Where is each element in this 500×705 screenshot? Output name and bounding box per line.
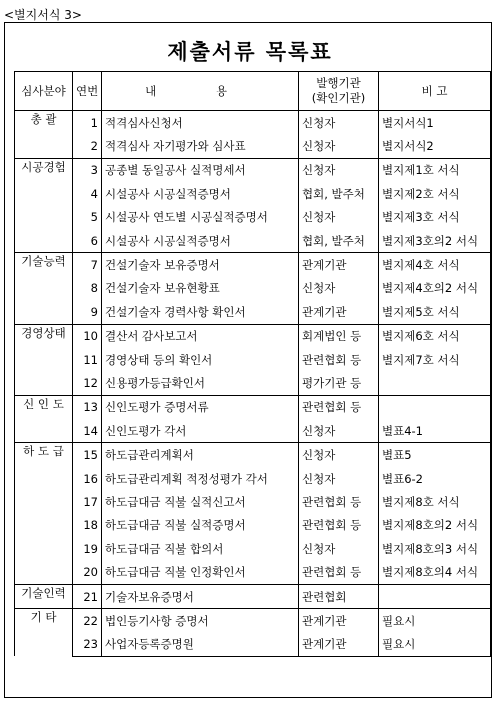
number-cell: 1	[73, 111, 102, 135]
remark-cell: 별지제8호 서식	[379, 490, 491, 513]
document-list-table	[14, 71, 491, 657]
issuer-cell: 관련협회 등	[299, 490, 379, 513]
number-cell: 10	[73, 324, 102, 348]
table-row	[15, 584, 491, 608]
table-row	[15, 419, 491, 443]
issuer-cell: 관계기관	[299, 300, 379, 324]
number-cell: 11	[73, 348, 102, 371]
remark-cell: 별지제6호 서식	[379, 324, 491, 348]
content-cell: 신인도평가 증명서류	[102, 395, 299, 419]
table-row	[15, 182, 491, 205]
number-cell: 17	[73, 490, 102, 513]
remark-cell: 별지제4호의2 서식	[379, 277, 491, 300]
table-row	[15, 443, 491, 467]
remark-cell	[379, 395, 491, 419]
issuer-cell: 신청자	[299, 206, 379, 229]
number-cell: 9	[73, 300, 102, 324]
content-cell: 건설기술자 보유증명서	[102, 253, 299, 277]
remark-cell: 필요시	[379, 609, 491, 633]
page-title: 제출서류 목록표	[167, 39, 333, 64]
content-cell: 건설기술자 경력사항 확인서	[102, 300, 299, 324]
remark-cell: 별지서식1	[379, 111, 491, 135]
table-row	[15, 395, 491, 419]
remark-cell: 별지제7호 서식	[379, 348, 491, 371]
content-cell: 하도급관리계획서	[102, 443, 299, 467]
remark-cell: 별지제8호의4 서식	[379, 560, 491, 584]
remark-cell: 별표5	[379, 443, 491, 467]
issuer-cell: 신청자	[299, 134, 379, 158]
category-cell: 하 도 급	[15, 443, 73, 584]
remark-cell: 별지제1호 서식	[379, 158, 491, 182]
header-category: 심사분야	[15, 72, 73, 111]
issuer-cell: 관련협회	[299, 584, 379, 608]
number-cell: 18	[73, 514, 102, 537]
content-cell: 하도급대금 직불 인정확인서	[102, 560, 299, 584]
category-cell: 기술인력	[15, 584, 73, 608]
issuer-cell: 관계기관	[299, 609, 379, 633]
table-row	[15, 537, 491, 560]
content-cell: 시설공사 연도별 시공실적증명서	[102, 206, 299, 229]
table-row	[15, 467, 491, 490]
table-row	[15, 324, 491, 348]
content-cell: 신인도평가 각서	[102, 419, 299, 443]
issuer-cell: 신청자	[299, 467, 379, 490]
content-cell: 적격심사신청서	[102, 111, 299, 135]
remark-cell: 필요시	[379, 633, 491, 657]
issuer-cell: 신청자	[299, 277, 379, 300]
issuer-cell: 신청자	[299, 419, 379, 443]
number-cell: 20	[73, 560, 102, 584]
number-cell: 14	[73, 419, 102, 443]
number-cell: 4	[73, 182, 102, 205]
number-cell: 23	[73, 633, 102, 657]
remark-cell: 별지제5호 서식	[379, 300, 491, 324]
issuer-cell: 신청자	[299, 158, 379, 182]
number-cell: 16	[73, 467, 102, 490]
content-cell: 시설공사 시공실적증명서	[102, 229, 299, 253]
table-row	[15, 371, 491, 395]
issuer-cell: 협회, 발주처	[299, 182, 379, 205]
table-row	[15, 560, 491, 584]
issuer-cell: 신청자	[299, 443, 379, 467]
table-row	[15, 158, 491, 182]
remark-cell: 별지제2호 서식	[379, 182, 491, 205]
content-cell: 경영상태 등의 확인서	[102, 348, 299, 371]
category-cell: 신 인 도	[15, 395, 73, 443]
content-cell: 하도급관리계획 적정성평가 각서	[102, 467, 299, 490]
table-row	[15, 633, 491, 657]
category-cell: 시공경험	[15, 158, 73, 253]
content-cell: 사업자등록증명원	[102, 633, 299, 657]
content-cell: 공종별 동일공사 실적명세서	[102, 158, 299, 182]
issuer-cell: 관련협회 등	[299, 560, 379, 584]
header-remarks: 비 고	[379, 72, 491, 111]
remark-cell: 별지제4호 서식	[379, 253, 491, 277]
table-row	[15, 300, 491, 324]
header-issuer-line2: (확인기관)	[311, 91, 366, 105]
remark-cell: 별지제8호의3 서식	[379, 537, 491, 560]
number-cell: 7	[73, 253, 102, 277]
number-cell: 5	[73, 206, 102, 229]
content-cell: 시설공사 시공실적증명서	[102, 182, 299, 205]
table-row	[15, 206, 491, 229]
table-row	[15, 229, 491, 253]
content-cell: 건설기술자 보유현황표	[102, 277, 299, 300]
issuer-cell: 협회, 발주처	[299, 229, 379, 253]
issuer-cell: 신청자	[299, 537, 379, 560]
issuer-cell: 관계기관	[299, 253, 379, 277]
number-cell: 22	[73, 609, 102, 633]
header-number: 연번	[73, 72, 102, 111]
issuer-cell: 관계기관	[299, 633, 379, 657]
number-cell: 2	[73, 134, 102, 158]
remark-cell: 별지제8호의2 서식	[379, 514, 491, 537]
header-content: 내 용	[102, 72, 299, 111]
category-cell: 경영상태	[15, 324, 73, 395]
remark-cell	[379, 584, 491, 608]
remark-cell: 별지제3호 서식	[379, 206, 491, 229]
table-row	[15, 277, 491, 300]
content-cell: 하도급대금 직불 실적증명서	[102, 514, 299, 537]
number-cell: 15	[73, 443, 102, 467]
remark-cell: 별표4-1	[379, 419, 491, 443]
table-row	[15, 111, 491, 135]
content-cell: 기술자보유증명서	[102, 584, 299, 608]
category-cell: 총 괄	[15, 111, 73, 159]
table-row	[15, 514, 491, 537]
issuer-cell: 관련협회 등	[299, 395, 379, 419]
table-row	[15, 348, 491, 371]
table-row	[15, 253, 491, 277]
header-issuer	[299, 72, 379, 111]
remark-cell: 별표6-2	[379, 467, 491, 490]
issuer-cell: 평가기관 등	[299, 371, 379, 395]
number-cell: 21	[73, 584, 102, 608]
number-cell: 3	[73, 158, 102, 182]
content-cell: 하도급대금 직불 실적신고서	[102, 490, 299, 513]
content-cell: 법인등기사항 증명서	[102, 609, 299, 633]
content-cell: 결산서 감사보고서	[102, 324, 299, 348]
number-cell: 13	[73, 395, 102, 419]
table-row	[15, 490, 491, 513]
number-cell: 6	[73, 229, 102, 253]
issuer-cell: 관련협회 등	[299, 348, 379, 371]
issuer-cell: 관련협회 등	[299, 514, 379, 537]
content-cell: 적격심사 자기평가와 심사표	[102, 134, 299, 158]
number-cell: 8	[73, 277, 102, 300]
category-cell: 기 타	[15, 609, 73, 657]
number-cell: 19	[73, 537, 102, 560]
header-issuer-line1: 발행기관	[316, 76, 361, 90]
issuer-cell: 신청자	[299, 111, 379, 135]
table-row	[15, 134, 491, 158]
content-cell: 신용평가등급확인서	[102, 371, 299, 395]
remark-cell: 별지서식2	[379, 134, 491, 158]
table-row	[15, 609, 491, 633]
remark-cell: 별지제3호의2 서식	[379, 229, 491, 253]
content-cell: 하도급대금 직불 합의서	[102, 537, 299, 560]
issuer-cell: 회계법인 등	[299, 324, 379, 348]
remark-cell	[379, 371, 491, 395]
table-header-row	[15, 72, 491, 111]
number-cell: 12	[73, 371, 102, 395]
form-tag: <별지서식 3>	[4, 8, 82, 22]
category-cell: 기술능력	[15, 253, 73, 324]
